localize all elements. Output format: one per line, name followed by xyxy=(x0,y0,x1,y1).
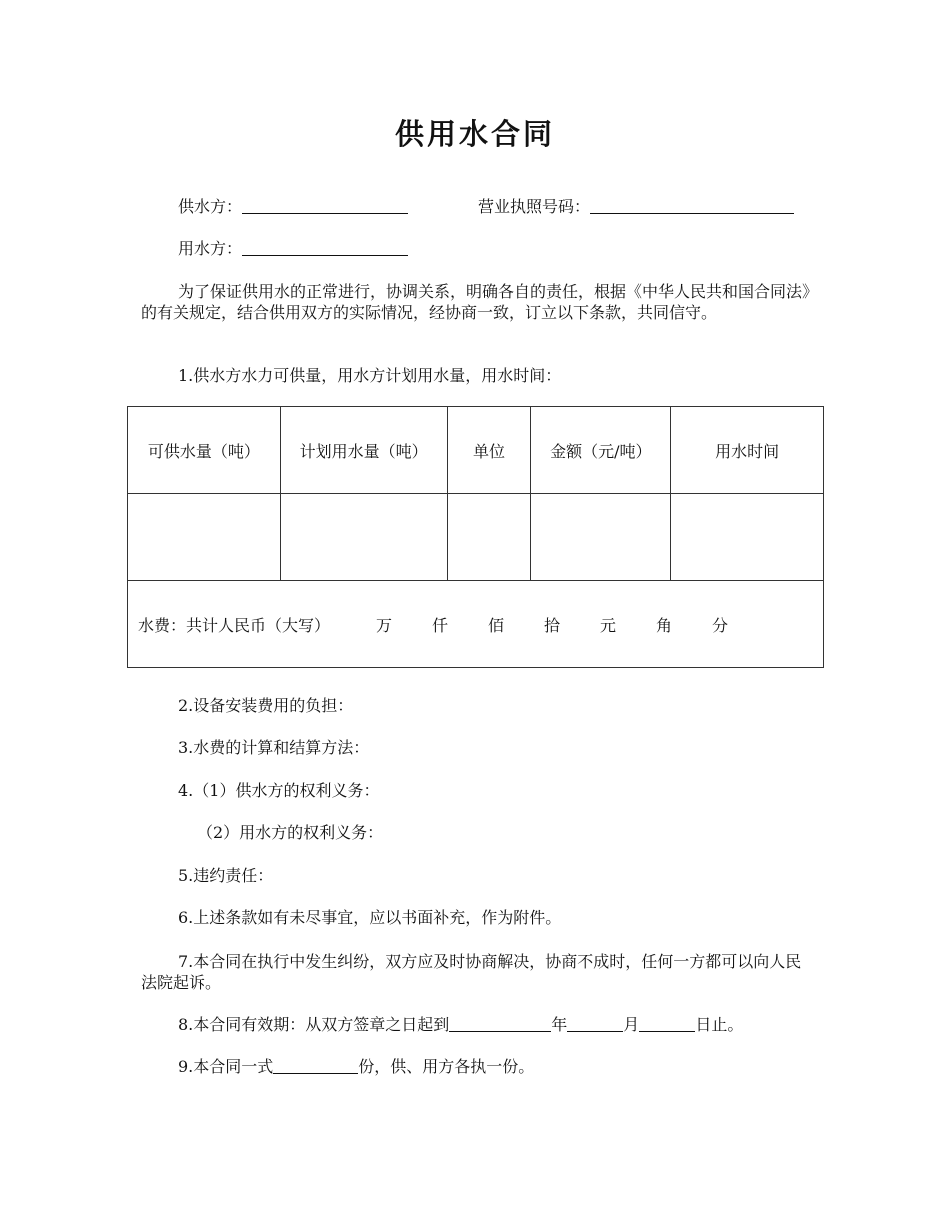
fee-unit-yuan: 元 xyxy=(600,615,617,635)
supplier-blank xyxy=(242,197,408,214)
license-blank xyxy=(590,197,794,214)
clause-6: 6.上述条款如有未尽事宜，应以书面补充，作为附件。 xyxy=(178,908,562,927)
intro-paragraph: 为了保证供用水的正常进行，协调关系，明确各自的责任，根据《中华人民共和国合同法》的有关规定，结合供用双方的实际情况，经协商一致，订立以下条款，共同信守。 xyxy=(141,282,811,322)
license-line xyxy=(478,197,794,217)
fee-unit-wan: 万 xyxy=(376,615,393,635)
fee-unit-qian: 仟 xyxy=(432,615,449,635)
fee-label: 水费：共计人民币（大写） xyxy=(138,615,331,635)
supplier-line xyxy=(178,197,408,217)
clause-9-prefix: 9.本合同一式 xyxy=(178,1057,274,1076)
cell-unit[interactable] xyxy=(447,494,531,581)
user-blank xyxy=(242,239,408,256)
header-usage-time: 用水时间 xyxy=(671,407,824,494)
cell-usage-time[interactable] xyxy=(671,494,824,581)
clause-4-1: 4.（1）供水方的权利义务： xyxy=(178,781,380,800)
fee-unit-fen: 分 xyxy=(712,615,729,635)
clause-3: 3.水费的计算和结算方法： xyxy=(178,738,370,757)
clause-5: 5.违约责任： xyxy=(178,866,274,885)
fee-units xyxy=(376,616,768,635)
clause-8-month: 月 xyxy=(623,1015,640,1034)
clause-1: 1.供水方水力可供量，用水方计划用水量，用水时间： xyxy=(178,366,562,385)
license-label: 营业执照号码： xyxy=(478,197,591,216)
user-line xyxy=(178,239,408,259)
clause-8-end: 日止。 xyxy=(695,1015,744,1034)
copies-blank xyxy=(273,1057,358,1074)
fee-unit-shi: 拾 xyxy=(544,615,561,635)
fee-row xyxy=(128,581,824,668)
table-header-row xyxy=(128,407,824,494)
end-year-blank xyxy=(449,1015,551,1032)
fee-unit-bai: 佰 xyxy=(488,615,505,635)
cell-amount[interactable] xyxy=(531,494,671,581)
header-amount: 金额（元/吨） xyxy=(531,407,671,494)
document-title: 供用水合同 xyxy=(394,117,555,151)
fee-unit-jiao: 角 xyxy=(656,615,673,635)
header-planned-volume: 计划用水量（吨） xyxy=(280,407,447,494)
header-supply-volume: 可供水量（吨） xyxy=(128,407,281,494)
user-label: 用水方： xyxy=(178,239,243,258)
water-table xyxy=(127,406,824,668)
supplier-label: 供水方： xyxy=(178,197,243,216)
cell-planned-volume[interactable] xyxy=(280,494,447,581)
header-unit: 单位 xyxy=(447,407,531,494)
clause-7: 7.本合同在执行中发生纠纷，双方应及时协商解决，协商不成时，任何一方都可以向人民法院起诉。 xyxy=(141,952,802,992)
clause-9 xyxy=(178,1057,534,1077)
clause-8-prefix: 8.本合同有效期：从双方签章之日起到 xyxy=(178,1015,450,1034)
clause-2: 2.设备安装费用的负担： xyxy=(178,696,354,715)
clause-8 xyxy=(178,1015,743,1035)
clause-4-2: （2）用水方的权利义务： xyxy=(197,823,384,842)
cell-supply-volume[interactable] xyxy=(128,494,281,581)
end-month-blank xyxy=(567,1015,623,1032)
fee-cell xyxy=(128,581,824,668)
clause-8-year: 年 xyxy=(551,1015,568,1034)
table-row xyxy=(128,494,824,581)
end-day-blank xyxy=(639,1015,695,1032)
clause-9-suffix: 份，供、用方各执一份。 xyxy=(358,1057,535,1076)
